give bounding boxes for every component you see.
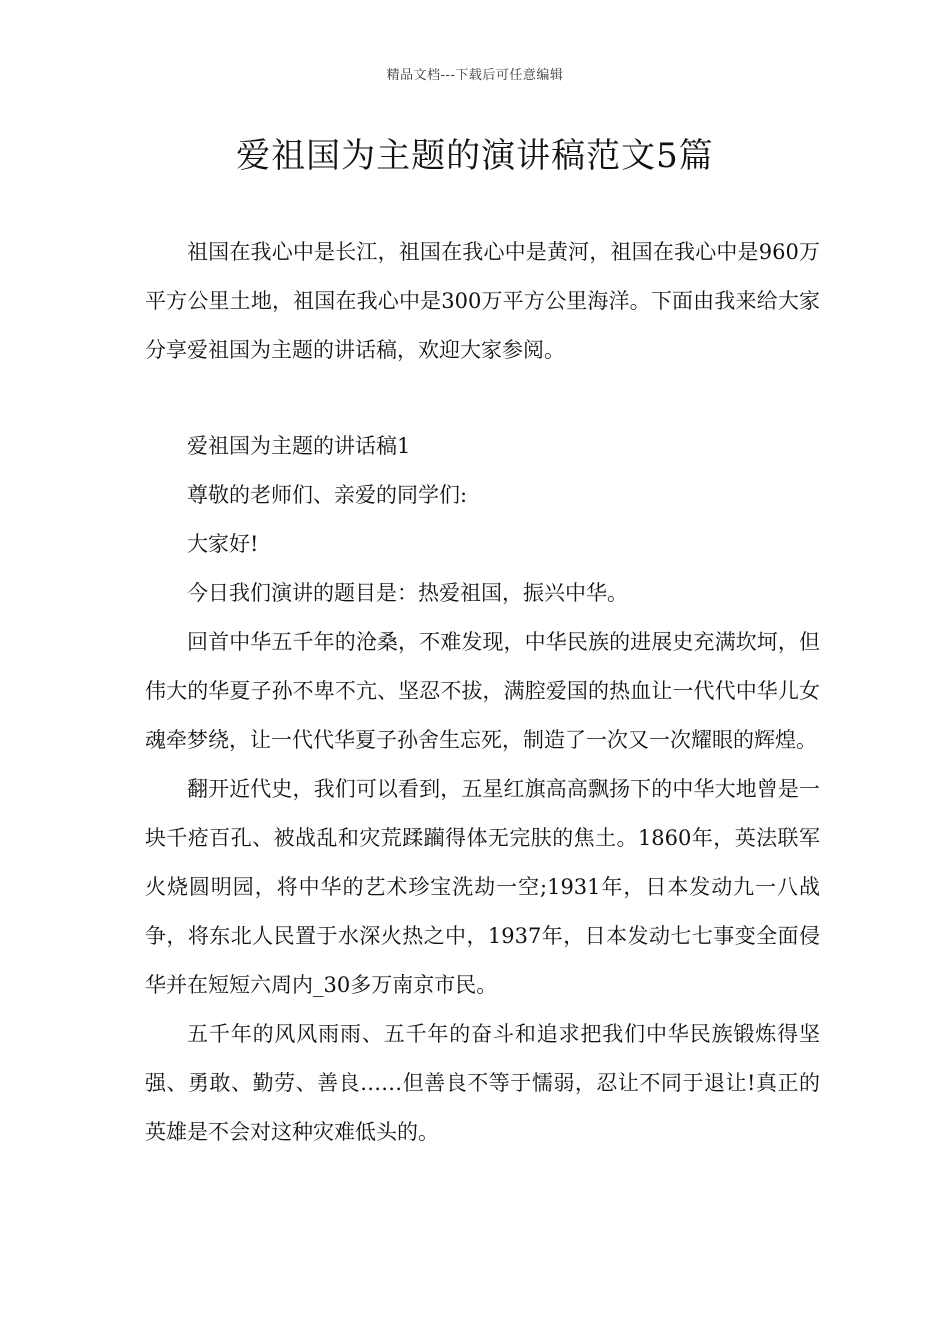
- intro-paragraph: 祖国在我心中是长江，祖国在我心中是黄河，祖国在我心中是960万平方公里土地，祖国在我心中是300万平方公里海洋。下面由我来给大家分享爱祖国为主题的讲话稿，欢迎大家参阅。: [145, 240, 820, 362]
- body-paragraph: 翻开近代史，我们可以看到，五星红旗高高飘扬下的中华大地曾是一块千疮百孔、被战乱和灾荒蹂躏得体无完肤的焦土。1860年，英法联军火烧圆明园，将中华的艺术珍宝洗劫一空;1931年，日本发动九一八战争，将东北人民置于水深火热之中，1937年，日本发动七七事变全面侵华并在短短六周内_30多万南京市民。: [145, 777, 820, 997]
- greeting: 大家好!: [187, 532, 259, 556]
- document-body: [145, 228, 820, 1157]
- section-heading: 爱祖国为主题的讲话稿1: [187, 434, 411, 458]
- document-title: 爱祖国为主题的演讲稿范文5篇: [236, 136, 714, 176]
- body-paragraph: 回首中华五千年的沧桑，不难发现，中华民族的进展史充满坎坷，但伟大的华夏子孙不卑不亢、坚忍不拔，满腔爱国的热血让一代代中华儿女魂牵梦绕，让一代代华夏子孙舍生忘死，制造了一次又一次耀眼的辉煌。: [145, 630, 820, 752]
- body-paragraph: 五千年的风风雨雨、五千年的奋斗和追求把我们中华民族锻炼得坚强、勇敢、勤劳、善良……但善良不等于懦弱，忍让不同于退让!真正的英雄是不会对这种灾难低头的。: [145, 1022, 820, 1144]
- salutation: 尊敬的老师们、亲爱的同学们:: [187, 483, 468, 507]
- speech-topic: 今日我们演讲的题目是：热爱祖国，振兴中华。: [187, 581, 628, 605]
- header-note: 精品文档---下载后可任意编辑: [386, 68, 564, 83]
